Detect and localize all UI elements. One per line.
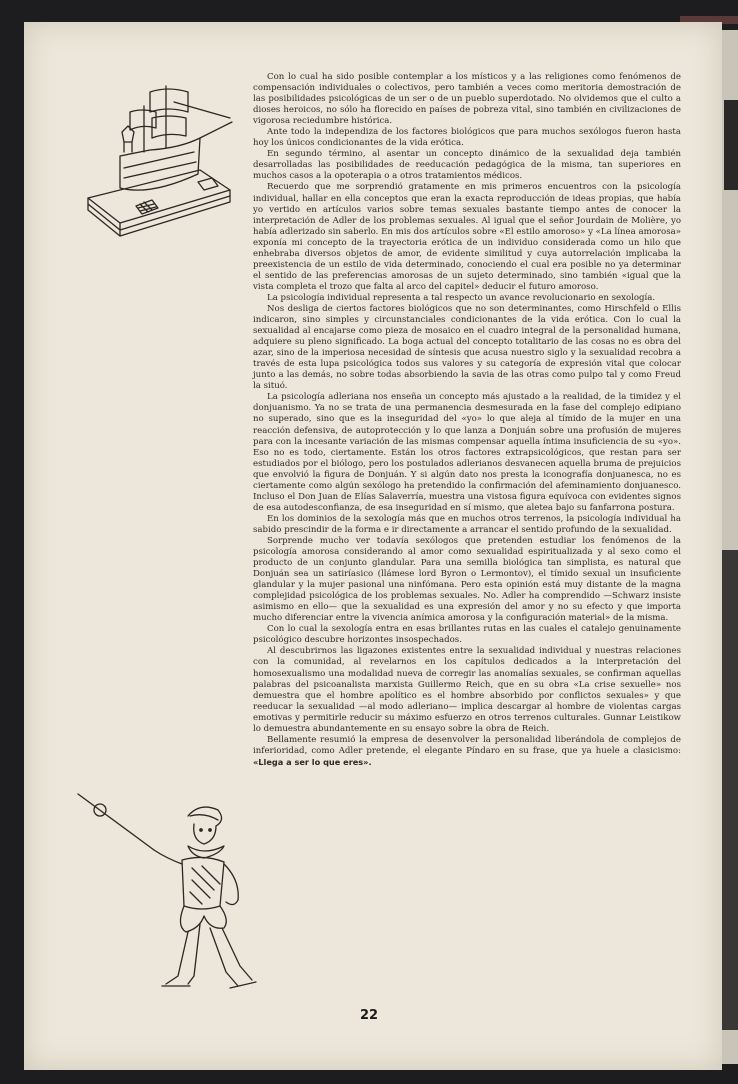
page-number: 22 xyxy=(359,1008,379,1023)
ship-on-book-illustration xyxy=(80,78,240,248)
next-page-photo-edge xyxy=(722,550,738,1030)
paragraph: Al descubrirnos las ligazones existentes entre la sexualidad individual y nuestras relaciones con la comunidad, al revelarnos en los capítulos dedicados a la interpretación del homosexualismo una modalidad nueva de corregir las anomalías sexuales, se confirman aquellas palabras del psicoanalista marxista Guillermo Reich, que en su obra «La crise sexuelle» nos demuestra que el hombre apolítico es el hombre absorbido por conflictos sexuales» y que reeducar la sexualidad —al modo adleriano— implica descargar al hombre de violentas cargas emotivas y permitirle reducir su máximo esfuerzo en otros terrenos culturales. Gunnar Leistikow lo demuestra abundantemente en su ensayo sobre la obra de Reich. xyxy=(253,646,681,734)
paragraph: Ante todo la independiza de los factores biológicos que para muchos sexólogos fueron hasta hoy los únicos condicionantes de la vida erótica. xyxy=(253,127,681,149)
article-body xyxy=(253,72,681,769)
closing-quote: «Llega a ser lo que eres». xyxy=(253,756,372,767)
paragraph: La psicología adleriana nos enseña un concepto más ajustado a la realidad, de la timidez y el donjuanismo. Ya no se trata de una permanencia desmesurada en la fase del complejo edipiano no superado, sino que es la inseguridad del «yo» lo que aleja al tímido de la mujer en una reacción defensiva, de autoprotección y lo que lanza a Donjuán sobre una profusión de mujeres para con la incesante variación de las mismas compensar aquella íntima insuficiencia de su «yo». Eso no es todo, ciertamente. Están los otros factores extrapsicológicos, que restan para ser estudiados por el biólogo, pero los postulados adlerianos desvanecen aquella bruma de prejuicios que envolvió la figura de Donjuán. Y si algún dato nos presta la iconografía donjuanesca, no es ciertamente como algún sexólogo ha pretendido la confirmación del afeminamiento donjuanesco. Incluso el Don Juan de Elías Salaverría, muestra una vistosa figura equívoca con evidentes signos de esa autodesconfianza, de esa inseguridad en sí mismo, que aletea bajo su fanfarrona postura. xyxy=(253,392,681,513)
paragraph: Sorprende mucho ver todavía sexólogos que pretenden estudiar los fenómenos de la psicología amorosa considerando al amor como sexualidad espiritualizada y al sexo como el producto de un conjunto glandular. Para una semilla biológica tan simplista, es natural que Donjuán sea un satiríasico (llámese lord Byron o Lermontov), el tímido sexual un insuficiente glandular y la mujer pasional una ninfómana. Pero esta opinión está muy distante de la magna complejidad psicológica de los problemas sexuales. No. Adler ha comprendido —Schwarz insiste asimismo en ello— que la sexualidad es una expresión del amor y no su efecto y que importa mucho diferenciar entre la vivencia anímica amorosa y la configuración material» de la misma. xyxy=(253,535,681,624)
paragraph: Con lo cual ha sido posible contemplar a los místicos y a las religiones como fenómenos de compensación individuales o colectivos, pero también a veces como meritoria demostración de las posibilidades psicológicas de un ser o de un pueblo superdotado. No olvidemos que el culto a dioses heroicos, no sólo ha florecido en países de pobreza vital, sino también en civilizaciones de vigorosa reciedumbre histórica. xyxy=(253,72,681,127)
paragraph: En los dominios de la sexología más que en muchos otros terrenos, la psicología individual ha sabido prescindir de la forma e ir directamente a arrancar el sentido profundo de la sexualidad. xyxy=(253,513,681,535)
next-page-edge xyxy=(722,30,738,1064)
paragraph: Recuerdo que me sorprendió gratamente en mis primeros encuentros con la psicología individual, hallar en ella conceptos que eran la exacta reproducción de ideas propias, que había yo vertido en artículos varios sobre temas sexuales bastante tiempo antes de conocer la interpretación de Adler de los problemas sexuales. Al igual que el señor Jourdain de Molière, yo había adlerizado sin saberlo. En mis dos artículos sobre «El estilo amoroso» y «La línea amorosa» exponía mi concepto de la trayectoria erótica de un individuo considerada como un hilo que enhebraba diversos objetos de amor, de evidente similitud y cuya autorrelación implicaba la preexistencia de un estilo de vida determinado, conociendo el cual era posible no ya determinar el sentido de las preferencias amorosas de un sujeto determinado, sino también «igual que la vista completa el trozo que falta al arco del capitel» deducir el futuro amoroso. xyxy=(253,182,681,292)
paragraph: La psicología individual representa a tal respecto un avance revolucionario en sexología. xyxy=(267,292,656,303)
final-paragraph-text: Bellamente resumió la empresa de desenvolver la personalidad liberándola de complejos de inferioridad, como Adler pretende, el elegante Píndaro en su frase, que ya huele a clasicismo: xyxy=(253,734,681,756)
paragraph: Con lo cual la sexología entra en esas brillantes rutas en las cuales el catalejo genuinamente psicológico descubre horizontes insospechados. xyxy=(253,624,681,646)
paragraph: Nos desliga de ciertos factores biológicos que no son determinantes, como Hirschfeld o Ellis indicaron, sino simples y circunstanciales condicionantes de la vida erótica. Con lo cual la sexualidad al encajarse como pieza de mosaico en el cuadro integral de la personalidad humana, adquiere su pleno significado. La boga actual del concepto totalitario de las cosas no es obra del azar, sino de la imperiosa necesidad de síntesis que acusa nuestro siglo y la sexualidad recobra a través de esta lupa psicológica todos sus valores y su categoría de expresión vital que colocar junto a las demás, no sobre todas absorbiendo la savia de las otras como pulpo tal y como Freud la situó. xyxy=(253,303,681,392)
final-paragraph xyxy=(253,735,681,769)
fencer-illustration xyxy=(70,780,260,1000)
paragraph: En segundo término, al asentar un concepto dinámico de la sexualidad deja también desarrolladas las posibilidades de reeducación pedagógica de la misma, tan superiores en muchos casos a la opoterapia o a otros tratamientos médicos. xyxy=(253,149,681,182)
next-page-shadow xyxy=(724,100,738,190)
